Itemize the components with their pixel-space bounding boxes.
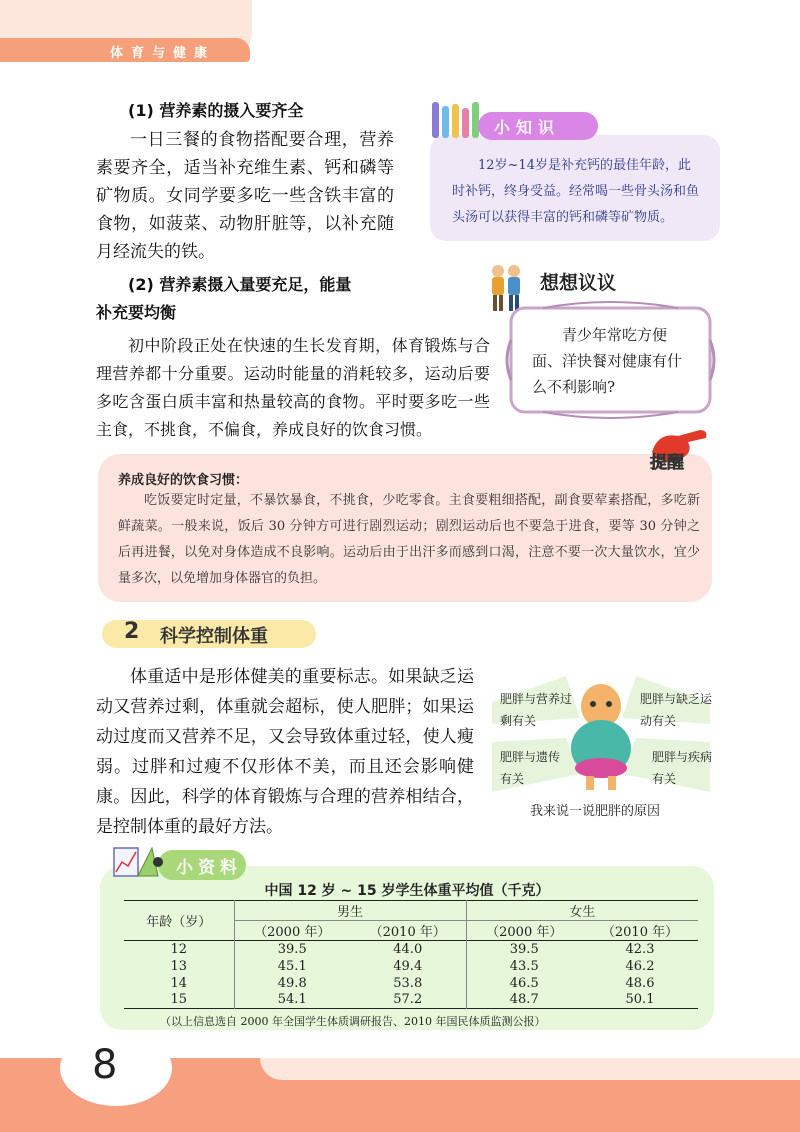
table-cell: 54.1 [234,992,350,1009]
footer-band-light [260,1058,800,1080]
table-cell: 12 [170,941,188,957]
heading-nutrient-sufficient-line1: (2) 营养素摄入量要充足，能量 [128,275,352,294]
bubble-disease: 肥胖与疾病有关 [652,750,713,786]
table-cell: 48.7 [466,992,582,1009]
table-cell: 46.5 [466,975,582,992]
paragraph-nutrient-sufficient: 初中阶段正处在快速的生长发育期，体育锻炼与合理营养都十分重要。运动时能量的消耗较多，运动后要多吃含蛋白质丰富和热量较高的食物。平时要多吃一些主食，不挑食，不偏食，养成良好的饮食习惯。 [96,336,490,439]
table-cell: 53.8 [393,975,423,991]
table-header-female-2010: （2010 年） [601,925,679,940]
bubble-heredity: 肥胖与遗传有关 [500,750,561,786]
knowledge-text: 12岁~14岁是补充钙的最佳年龄，此时补钙，终身受益。经常喝一些骨头汤和鱼头汤可以获得丰富的钙和磷等矿物质。 [452,158,700,225]
table-row [124,975,698,992]
section2-title: 科学控制体重 [160,626,268,647]
table-row [124,992,698,1009]
table-header-male: 男生 [234,901,466,921]
table-cell: 48.6 [625,975,655,991]
table-cell: 44.0 [393,941,423,957]
paragraph-weight-control: 体重适中是形体健美的重要标志。如果缺乏运动又营养过剩，体重就会超标，使人肥胖；如果运动过度而又营养不足，又会导致体重过轻，使人瘦弱。过胖和过瘦不仅形体不美，而且还会影响健康。因此，科学的体育锻炼与合理的营养相结合，是控制体重的最好方法。 [96,667,474,837]
table-cell: 15 [170,992,188,1008]
reminder-text: 吃饭要定时定量，不暴饮暴食，不挑食，少吃零食。主食要粗细搭配，副食要荤素搭配，多吃新鲜蔬菜。一般来说，饭后 30 分钟方可进行剧烈运动；剧烈运动后也不要急于进食，要等 30 分钟之后再进餐，以免对身体造成不良影响。运动后由于出汗多而感到口渴，注意不要一次大量饮水，宜少量多次，以免增加身体器官的负担。 [118,493,700,586]
table-cell: 49.8 [234,975,350,992]
data-label: 小资料 [176,858,242,878]
table-cell: 49.4 [393,958,423,974]
heading-nutrient-sufficient-line2: 补充要均衡 [96,303,177,322]
table-cell: 43.5 [466,958,582,975]
table-cell: 14 [170,975,188,991]
table-cell: 39.5 [466,941,582,958]
table-cell: 39.5 [234,941,350,958]
chart-ruler-icon [112,842,164,880]
think-title: 想想议议 [540,272,617,294]
table-cell: 57.2 [393,992,423,1008]
bubble-exercise: 肥胖与缺乏运动有关 [640,692,713,728]
table-cell: 13 [170,958,188,974]
reminder-title: 养成良好的饮食习惯： [118,473,249,488]
table-cell: 42.3 [625,941,655,957]
table-cell: 46.2 [625,958,655,974]
table-header-female-2000: （2000 年） [466,921,582,941]
page-number: 8 [92,1042,118,1088]
think-text: 青少年常吃方便面、洋快餐对健康有什么不利影响? [532,326,683,396]
section2-number: 2 [124,619,140,644]
obesity-caption: 我来说一说肥胖的原因 [530,804,661,819]
table-cell: 45.1 [234,958,350,975]
table-row [124,958,698,975]
table-header-female: 女生 [466,901,698,921]
table-title: 中国 12 岁 ~ 15 岁学生体重平均值（千克） [264,883,550,899]
book-title: 体育与健康 [110,46,216,61]
paragraph-nutrient-complete: 一日三餐的食物搭配要合理，营养素要齐全，适当补充维生素、钙和磷等矿物质。女同学要多吃一些含铁丰富的食物，如菠菜、动物肝脏等，以补充随月经流失的铁。 [96,130,394,262]
table-header-age: 年龄（岁） [146,915,212,930]
bubble-nutrition: 肥胖与营养过剩有关 [500,692,573,728]
weight-table [124,900,698,1009]
table-header-male-2000: （2000 年） [234,921,350,941]
table-row [124,941,698,958]
reminder-badge: 提醒 [650,453,684,473]
table-cell: 50.1 [625,992,655,1008]
knowledge-label: 小知识 [494,118,561,137]
heading-nutrient-complete: (1) 营养素的摄入要齐全 [128,101,304,120]
table-source-note: （以上信息选自 2000 年全国学生体质调研报告、2010 年国民体质监测公报） [160,1015,546,1028]
table-header-male-2010: （2010 年） [369,925,446,940]
